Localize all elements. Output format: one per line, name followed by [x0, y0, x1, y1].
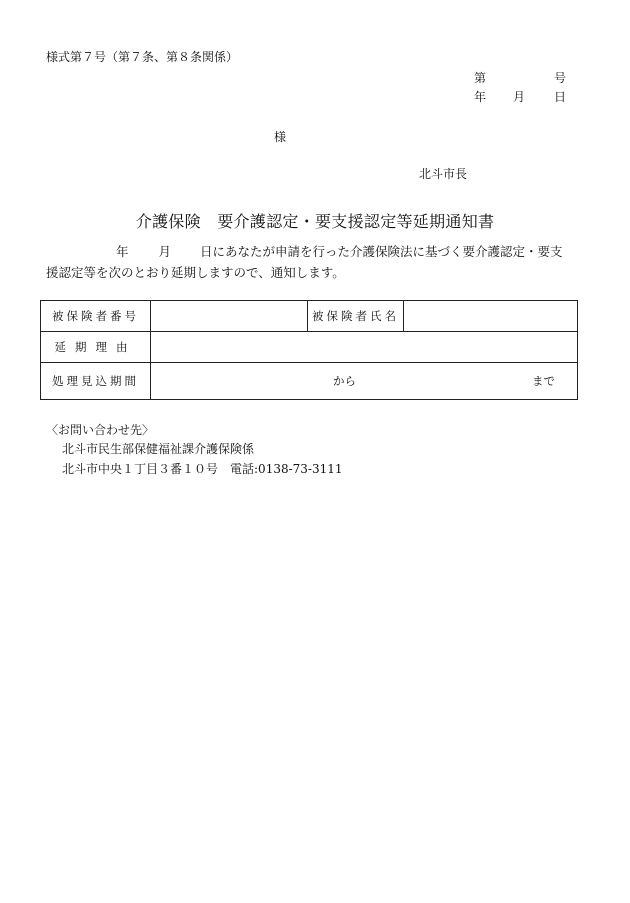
contact-phone: 電話:0138-73-3111: [230, 462, 343, 476]
document-number-suffix: 号: [554, 71, 567, 85]
postponement-reason-label: 延期理由: [41, 332, 151, 363]
table-row: [41, 363, 578, 400]
body-month-label: 月: [158, 244, 172, 259]
insured-name-label: 被保険者氏名: [308, 301, 404, 332]
date-year-label: 年: [474, 90, 487, 104]
document-title: 介護保険 要介護認定・要支援認定等延期通知書: [135, 212, 495, 231]
date-month-label: 月: [513, 90, 526, 104]
period-to-label: まで: [532, 374, 555, 388]
date-day-label: 日: [554, 90, 567, 104]
table-row: [41, 332, 578, 363]
document-number-label: 第: [474, 71, 487, 85]
body-text-line-1: [46, 243, 563, 261]
table-row: [41, 301, 578, 332]
body-text-line-2: 援認定等を次のとおり延期しますので、通知します。: [46, 265, 345, 280]
insured-number-field[interactable]: [151, 301, 308, 332]
period-from-label: から: [333, 374, 356, 388]
contact-address-line: [62, 461, 343, 477]
insured-name-field[interactable]: [404, 301, 578, 332]
contact-department: 北斗市民生部保健福祉課介護保険係: [62, 442, 255, 456]
processing-period-label: 処理見込期間: [41, 363, 151, 400]
postponement-reason-field[interactable]: [151, 332, 578, 363]
processing-period-field[interactable]: [151, 363, 578, 400]
recipient-honorific: 様: [274, 130, 287, 144]
contact-heading: 〈お問い合わせ先〉: [46, 423, 155, 437]
notice-details-table: [40, 300, 578, 400]
contact-address: 北斗市中央１丁目３番１０号: [62, 462, 219, 476]
body-line1-text: 日にあなたが申請を行った介護保険法に基づく要介護認定・要支: [200, 244, 563, 259]
form-number: 様式第７号（第７条、第８条関係）: [46, 50, 239, 64]
issuer-name: 北斗市長: [419, 167, 468, 181]
insured-number-label: 被保険者番号: [41, 301, 151, 332]
body-year-label: 年: [116, 244, 129, 259]
